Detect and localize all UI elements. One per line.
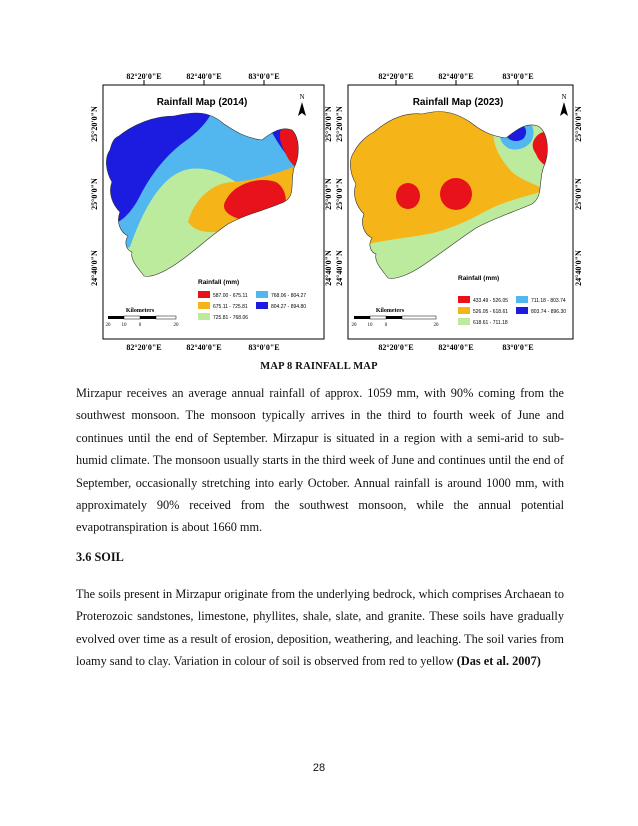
map-2023-lon-top-3: 83°0'0"E — [502, 72, 534, 81]
map-2023 — [335, 72, 583, 352]
page-number: 28 — [312, 762, 326, 774]
map-2014-lon-top-2: 82°40'0"E — [186, 72, 222, 81]
map-2023-scale-tick-4: 20 — [433, 323, 439, 328]
map-2023-legend-label-3: 618.61 - 711.18 — [473, 320, 508, 326]
map-2023-lat-right-2: 25°0'0"N — [574, 178, 583, 210]
map-2023-legend-title: Rainfall (mm) — [458, 275, 500, 282]
map-2014-legend-swatch-4 — [256, 291, 268, 298]
map-2023-scale-tick-2: 10 — [367, 323, 373, 328]
soil-paragraph-text: The soils present in Mirzapur originate from the underlying bedrock, which comprises Archaean to Proterozoic sandstones, limestone, phyllites, shale, slate, and granite. These soils have gradually evolved over time as a result of erosion, deposition, weathering, and leaching. The soil varies from loamy sand to clay. Variation in colour of soil is observed from red to yellow — [76, 587, 564, 669]
rainfall-maps-figure — [86, 72, 586, 352]
map-2014-legend-label-4: 768.06 - 804.27 — [271, 293, 307, 299]
map-2014-lat-left-3: 24°40'0"N — [90, 250, 99, 286]
map-2014-legend-swatch-1 — [198, 291, 210, 298]
map-2014-legend-title: Rainfall (mm) — [198, 279, 240, 286]
map-2014-scale-title: Kilometers — [125, 308, 155, 314]
map-2014-legend-label-2: 675.11 - 725.81 — [213, 304, 248, 310]
map-2023-scale-tick-3: 0 — [384, 323, 388, 328]
map-2014-lat-right-1: 25°20'0"N — [324, 106, 333, 142]
rainfall-paragraph — [76, 382, 564, 539]
figure-caption: MAP 8 RAINFALL MAP — [260, 361, 378, 372]
svg-text:N: N — [299, 93, 305, 101]
map-2014-legend-swatch-2 — [198, 302, 210, 309]
map-2014-lon-top-3: 83°0'0"E — [248, 72, 280, 81]
map-2023-lon-bottom-1: 82°20'0"E — [378, 343, 414, 352]
soil-paragraph-body — [76, 583, 564, 673]
map-2023-legend-swatch-2 — [458, 307, 470, 314]
map-2014 — [90, 72, 333, 352]
section-heading: 3.6 SOIL — [76, 550, 124, 564]
map-2014-legend-swatch-5 — [256, 302, 268, 309]
map-2023-lon-top-2: 82°40'0"E — [438, 72, 474, 81]
map-2023-lat-right-3: 24°40'0"N — [574, 250, 583, 286]
map-2014-legend-label-1: 587.00 - 675.11 — [213, 293, 248, 299]
map-2023-legend-label-2: 526.05 - 618.61 — [473, 309, 509, 315]
map-2023-lat-left-3: 24°40'0"N — [335, 250, 344, 286]
soil-citation: (Das et al. 2007) — [456, 654, 541, 669]
map-2023-lon-bottom-3: 83°0'0"E — [502, 343, 534, 352]
map-2014-legend-label-3: 725.81 - 768.06 — [213, 315, 249, 321]
map-2014-lat-right-2: 25°0'0"N — [324, 178, 333, 210]
map-2014-lon-top-1: 82°20'0"E — [126, 72, 162, 81]
map-2014-title: Rainfall Map (2014) — [156, 97, 248, 108]
map-2023-legend-label-4: 711.18 - 803.74 — [531, 298, 566, 304]
map-2023-title: Rainfall Map (2023) — [412, 97, 504, 108]
map-2023-scale-tick-1: 20 — [351, 323, 357, 328]
map-2023-lat-left-1: 25°20'0"N — [335, 106, 344, 142]
svg-text:N: N — [561, 93, 567, 101]
map-2014-scale-tick-3: 0 — [138, 323, 142, 328]
map-2023-legend-swatch-3 — [458, 318, 470, 325]
map-2014-legend-swatch-3 — [198, 313, 210, 320]
map-2023-legend-swatch-1 — [458, 296, 470, 303]
map-2014-scale-tick-2: 10 — [121, 323, 127, 328]
map-2014-legend-label-5: 804.27 - 894.80 — [271, 304, 307, 310]
map-2014-lat-left-1: 25°20'0"N — [90, 106, 99, 142]
rainfall-paragraph-text: Mirzapur receives an average annual rainfall of approx. 1059 mm, with 90% coming from the southwest monsoon. The monsoon typically arrives in the third to fourth week of June and continues until the end of September. Mirzapur is situated in a region with a semi-arid to sub-humid climate. The monsoon usually starts in the third week of June and continues until the end of September, occasionally stretching into early October. Annual rainfall is around 1000 mm, with approximately 90% received from the southwest monsoon, while the annual potential evapotranspiration is about 1660 mm. — [76, 386, 564, 535]
map-2014-lon-bottom-1: 82°20'0"E — [126, 343, 162, 352]
map-2023-lat-left-2: 25°0'0"N — [335, 178, 344, 210]
map-2023-lon-top-1: 82°20'0"E — [378, 72, 414, 81]
map-2023-lon-bottom-2: 82°40'0"E — [438, 343, 474, 352]
map-2014-lon-bottom-3: 83°0'0"E — [248, 343, 280, 352]
map-2023-scale-title: Kilometers — [375, 308, 405, 314]
map-2014-lon-bottom-2: 82°40'0"E — [186, 343, 222, 352]
map-2014-scale-tick-1: 20 — [105, 323, 111, 328]
map-2023-legend-swatch-5 — [516, 307, 528, 314]
map-2014-lat-right-3: 24°40'0"N — [324, 250, 333, 286]
soil-paragraph — [76, 583, 564, 673]
map-2023-lat-right-1: 25°20'0"N — [574, 106, 583, 142]
map-2023-legend-swatch-4 — [516, 296, 528, 303]
map-2014-lat-left-2: 25°0'0"N — [90, 178, 99, 210]
map-2023-legend-label-5: 803.74 - 896.30 — [531, 309, 567, 315]
map-2014-scale-tick-4: 20 — [173, 323, 179, 328]
map-2023-legend-label-1: 433.49 - 526.05 — [473, 298, 509, 304]
